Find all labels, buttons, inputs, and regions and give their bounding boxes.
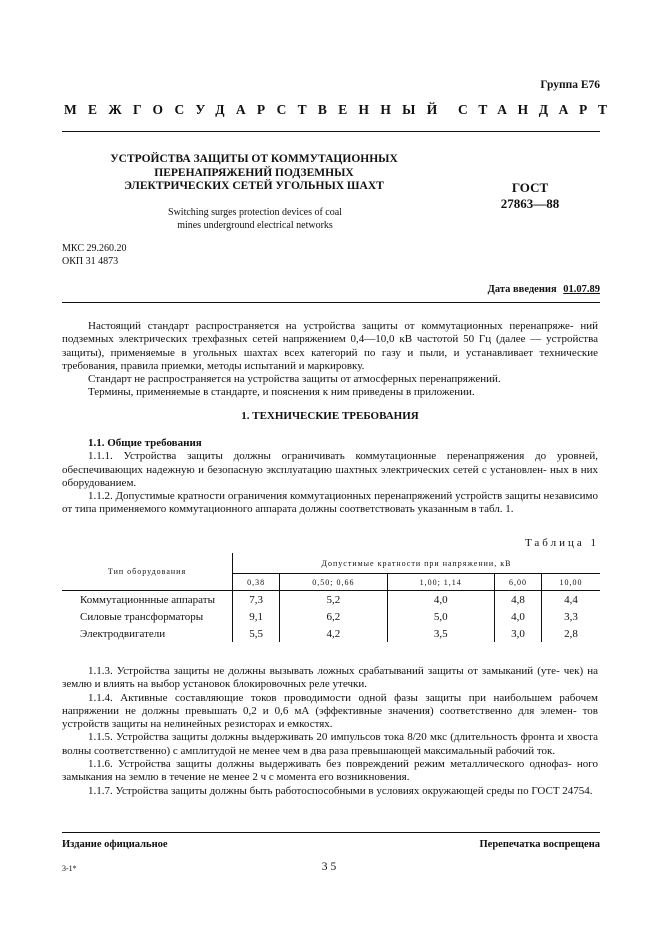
paragraph: Термины, применяемые в стандарте, и пояснения к ним приведены в приложении. (88, 386, 475, 399)
equipment-name: Электродвигатели (80, 627, 166, 640)
table-row (62, 625, 600, 642)
section-title: 1. ТЕХНИЧЕСКИЕ ТРЕБОВАНИЯ (241, 410, 419, 422)
table-row (62, 591, 600, 609)
table-cell: 4,0 (387, 591, 494, 609)
paragraph: 1.1.2. Допустимые кратности ограничения коммутационных перенапряжений устройств защиты независимо от типа применяемого коммутационного аппарата должны соответствовать указанным в табл. 1. (62, 490, 598, 516)
official-edition: Издание официальное (62, 839, 168, 850)
title-line: ПЕРЕНАПРЯЖЕНИЙ ПОДЗЕМНЫХ (154, 166, 354, 179)
table-cell: 2,8 (542, 625, 600, 642)
voltage-header: 1,00; 1,14 (387, 574, 494, 591)
table-cell: 7,3 (233, 591, 280, 609)
voltage-header: 10,00 (542, 574, 600, 591)
banner-interstate: МЕЖГОСУДАРСТВЕННЫЙ (64, 102, 449, 117)
equipment-name: Коммутационнные аппараты (80, 593, 215, 606)
paragraph: Настоящий стандарт распространяется на устройства защиты от коммутационных перенапряже- ний подземных электрических трехфазных сетей напряжением 0,4—10,0 кВ частотой 50 Гц (далее — устройства защиты), применяемые в угольных шахтах всех категорий по газу и пыли, и устанавливает технические требования, правила приемки, методы испытаний и маркировку. (62, 320, 598, 372)
equipment-name: Силовые трансформаторы (80, 610, 204, 623)
table-cell: 3,3 (542, 608, 600, 625)
paragraph: 1.1.6. Устройства защиты должны выдерживать без повреждений режим металлического однофаз- ного замыкания на землю в течение не менее 2 ч с момента его возникновения. (62, 758, 598, 784)
voltage-header: 0,50; 0,66 (280, 574, 387, 591)
table-cell: 4,8 (494, 591, 541, 609)
title-line: ЭЛЕКТРИЧЕСКИХ СЕТЕЙ УГОЛЬНЫХ ШАХТ (124, 180, 384, 192)
page-number: 35 (321, 861, 340, 873)
top-divider (62, 131, 600, 132)
table-cell: 5,0 (387, 608, 494, 625)
reprint-prohibited: Перепечатка воспрещена (479, 839, 600, 850)
intro-date-value: 01.07.89 (563, 284, 600, 295)
voltage-header: 0,38 (233, 574, 280, 591)
document-title-ru (90, 153, 418, 194)
paragraph: 1.1.3. Устройства защиты не должны вызывать ложных срабатываний защиты от замыканий (уте- чек) на землю и влиять на выбор установок блокировочных реле утечки. (62, 665, 598, 691)
paragraph: 1.1.7. Устройства защиты должны быть работоспособными в условиях окружающей среды по ГОСТ 24754. (88, 784, 593, 797)
mks-code: МКС 29.260.20 (62, 243, 127, 254)
paragraph: 1.1.5. Устройства защиты должны выдерживать 20 импульсов тока 8/20 мкс (длительность фронта и хвоста волны соответственно) с амплитудой не менее чем в два раза превышающей максимальный рабочий ток. (62, 731, 598, 757)
date-divider (62, 302, 600, 303)
table-cell: 4,2 (280, 625, 387, 642)
voltage-header: 6,00 (494, 574, 541, 591)
table-cell: 4,0 (494, 608, 541, 625)
subsection-title: 1.1. Общие требования (88, 437, 202, 449)
gost-label: ГОСТ (511, 180, 549, 195)
paragraph: 1.1.4. Активные составляющие токов проводимости одной фазы защиты при наибольшем рабочем напряжении не должны превышать 0,2 и 0,6 мА (эффективные значения) соответственно для элемен- тов устройств защиты на нелинейных резисторах и емкостях. (62, 691, 598, 731)
intro-text (62, 320, 598, 400)
document-title-en (120, 207, 390, 232)
title-en-line: Switching surges protection devices of coal (168, 207, 342, 218)
paragraph: 1.1.1. Устройства защиты должны ограничивать коммутационные перенапряжения до уровней, обеспечивающих надежную и безопасную эксплуатацию шахтных электрических сетей с установлен- ных в них оборудованием. (62, 450, 598, 489)
table-cell: 3,0 (494, 625, 541, 642)
title-line: УСТРОЙСТВА ЗАЩИТЫ ОТ КОММУТАЦИОННЫХ (110, 153, 398, 165)
group-code: Группа Е76 (540, 79, 600, 91)
col-header-equipment: Тип оборудования (62, 553, 233, 591)
intro-date-label: Дата введения (487, 284, 557, 295)
title-en-line: mines underground electrical networks (177, 219, 333, 231)
requirements-text (62, 437, 598, 517)
sheet-mark: 3-1* (62, 864, 77, 873)
table-cell: 5,2 (280, 591, 387, 609)
col-header-group: Допустимые кратности при напряжении, кВ (233, 553, 601, 574)
okp-code: ОКП 31 4873 (62, 255, 119, 267)
classification-codes (62, 243, 126, 268)
gost-designation (480, 180, 580, 212)
tolerance-table (62, 553, 600, 642)
banner-standard: СТАНДАРТ (458, 102, 618, 117)
table-label: Таблица 1 (524, 537, 599, 549)
table-row (62, 608, 600, 625)
table-cell: 5,5 (233, 625, 280, 642)
table-cell: 6,2 (280, 608, 387, 625)
table-cell: 9,1 (233, 608, 280, 625)
intro-date (488, 284, 600, 295)
gost-number: 27863—88 (500, 196, 560, 211)
bottom-divider (62, 832, 600, 833)
paragraph: Стандарт не распространяется на устройства защиты от атмосферных перенапряжений. (88, 373, 501, 386)
requirements-text-continued (62, 665, 598, 798)
table-cell: 3,5 (387, 625, 494, 642)
table-cell: 4,4 (542, 591, 600, 609)
